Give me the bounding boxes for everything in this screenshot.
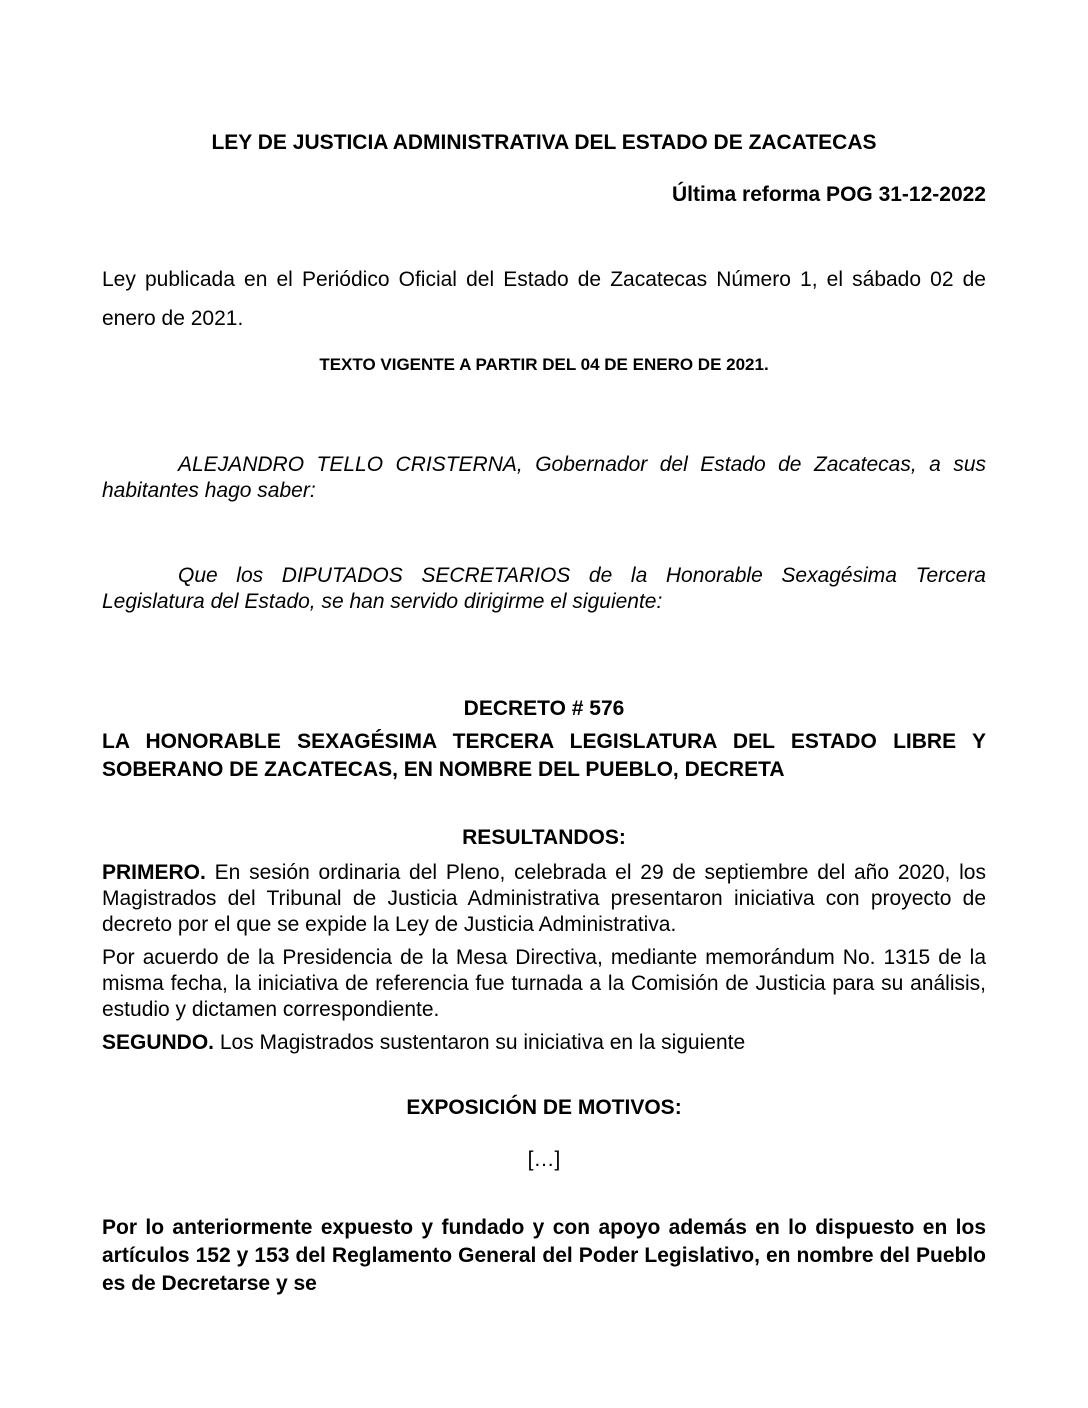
primero-label: PRIMERO. <box>102 861 206 884</box>
segundo-paragraph <box>102 1030 986 1056</box>
document-title: LEY DE JUSTICIA ADMINISTRATIVA DEL ESTADO DE ZACATECAS <box>211 131 877 154</box>
last-reform-note: Última reforma POG 31-12-2022 <box>672 183 986 206</box>
primero-paragraph <box>102 860 986 938</box>
segundo-label: SEGUNDO. <box>102 1031 215 1054</box>
resultandos-heading: RESULTANDOS: <box>462 826 626 849</box>
closing-paragraph: Por lo anteriormente expuesto y fundado y con apoyo además en lo dispuesto en los artículos 152 y 153 del Reglamento General del Poder Legislativo, en nombre del Pueblo es de Decretarse y se <box>102 1216 986 1295</box>
exposicion-heading: EXPOSICIÓN DE MOTIVOS: <box>406 1096 682 1119</box>
publication-paragraph: Ley publicada en el Periódico Oficial del Estado de Zacatecas Número 1, el sábado 02 de enero de 2021. <box>102 268 986 330</box>
decree-heading: DECRETO # 576 <box>463 697 625 720</box>
omitted-content-marker: […] <box>527 1148 561 1171</box>
effective-date-note: TEXTO VIGENTE A PARTIR DEL 04 DE ENERO DE 2021. <box>319 355 769 374</box>
segundo-text: Los Magistrados sustentaron su iniciativa en la siguiente <box>214 1031 746 1054</box>
governor-intro-paragraph: ALEJANDRO TELLO CRISTERNA, Gobernador del Estado de Zacatecas, a sus habitantes hago saber: <box>102 453 986 502</box>
deputies-intro-paragraph: Que los DIPUTADOS SECRETARIOS de la Honorable Sexagésima Tercera Legislatura del Estado, se han servido dirigirme el siguiente: <box>102 564 986 613</box>
legislature-decree-paragraph: LA HONORABLE SEXAGÉSIMA TERCERA LEGISLATURA DEL ESTADO LIBRE Y SOBERANO DE ZACATECAS, EN NOMBRE DEL PUEBLO, DECRETA <box>102 730 986 781</box>
primero-text: En sesión ordinaria del Pleno, celebrada el 29 de septiembre del año 2020, los Magistrados del Tribunal de Justicia Administrativa presentaron iniciativa con proyecto de decreto por el que se expide la Ley de Justicia Administrativa. <box>102 861 986 936</box>
acuerdo-paragraph: Por acuerdo de la Presidencia de la Mesa Directiva, mediante memorándum No. 1315 de la misma fecha, la iniciativa de referencia fue turnada a la Comisión de Justicia para su análisis, estudio y dictamen correspondiente. <box>102 946 986 1021</box>
